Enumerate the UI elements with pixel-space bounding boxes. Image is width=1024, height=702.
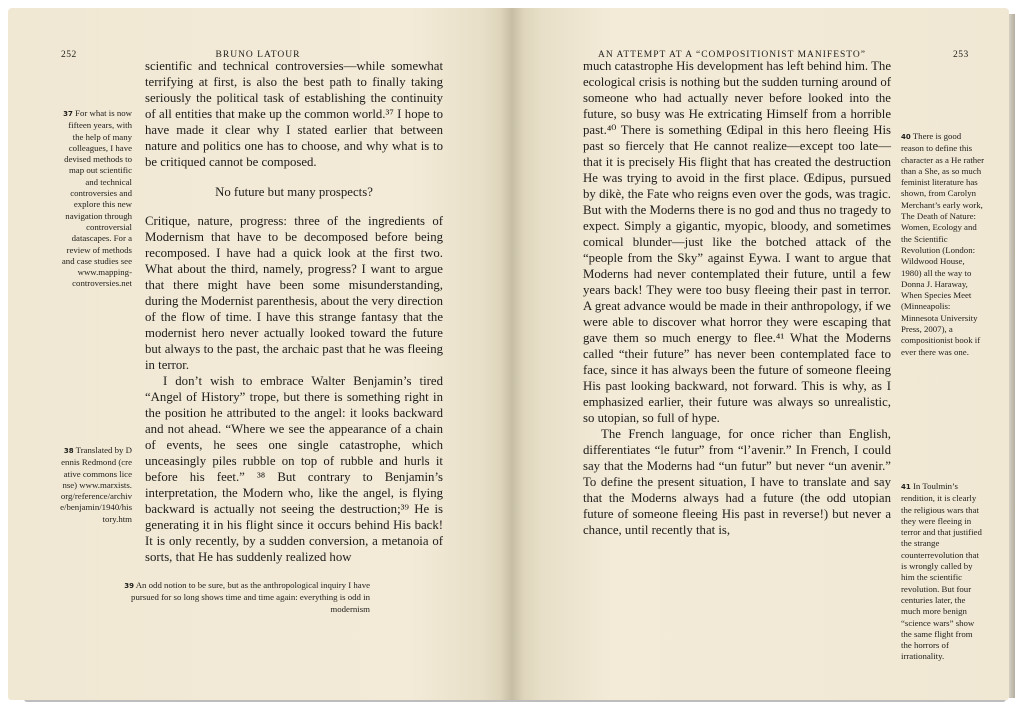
paragraph: Critique, nature, progress: three of the ingredients of Modernism that have to be decomposed before being recomposed. I have had a quick look at the first two. What about the third, namely, progress? I want to argue that there might have been some misunderstanding, during the Modernist parenthesis, about the very direction of the flow of time. I have this strange fantasy that the modernist hero never actually looked toward the future but always to the past, the archaic past that he was fleeing in terror. — [145, 214, 443, 372]
footnote-number: 38 — [63, 447, 74, 455]
paragraph: I don’t wish to embrace Walter Benjamin’s tired “Angel of History” trope, but there is something right in the position he attributed to the angel: it looks backward and not ahead. “Where we see the appearance of a chain of events, he sees one single catastrophe, which unceasingly piles rubble on top of rubble and hurls it before his feet.” ³⁸ But contrary to Benjamin’s interpretation, the Modern who, like the angel, is flying backward is actually not seeing the destruction;³⁹ He is generating it in his flight since it occurs behind His back! It is only recently, by a sudden conversion, a metanoia of sorts, that He has suddenly realized how — [145, 374, 443, 564]
paragraph: scientific and technical controversies—while somewhat terrifying at first, is also the best path to finally taking seriously the political task of establishing the continuity of all entities that make up the common world.³⁷ I hope to have made it clear why I stated earlier that between nature and politics one has to choose, and why what is to be critiqued cannot be composed. — [145, 59, 443, 169]
paragraph: The French language, for once richer than English, differentiates “le futur” from “l’avenir.” In French, I could say that the Moderns had “un futur” but never “un avenir.” To define the present situation, I have to translate and say that the Moderns always had a future (the odd utopian future of someone fleeing His past in reverse!) but never a chance, until recently that is, — [583, 427, 891, 537]
footnote-text: In Toulmin’s rendition, it is clearly the religious wars that they were fleeing in terror and that justified the strange counterrevolution that is wrongly called by him the scientific revolution. But four centuries later, the much more benign “science wars” show the same flight from the horrors of irrationality. — [901, 481, 982, 662]
footnote-number: 39 — [124, 582, 134, 590]
footnote-number: 40 — [901, 133, 911, 141]
footnote-text: There is good reason to define this character as a He rather than a She, as so much feminist literature has shown, from Carolyn Merchant’s early work, The Death of Nature: Women, Ecology and the Scientific Revolution (London: Wildwood House, 1980) all the way to Donna J. Haraway, When Species Meet (Minneapolis: Minnesota University Press, 2007), a compositionist book if ever there was one. — [901, 131, 985, 357]
footnote-number: 41 — [901, 483, 911, 491]
footnote-text: For what is now fifteen years, with the help of many colleagues, I have devised methods to map out scientific and technical controversies and explore this new navigation through controversial datascapes. For a review of methods and case studies see www.mapping-controversies.net — [61, 108, 132, 289]
left-running-head: BRUNO LATOUR — [215, 50, 301, 60]
footnote-38 — [60, 445, 132, 525]
left-body-text — [145, 58, 443, 565]
left-page-number: 252 — [61, 50, 77, 60]
right-page-number: 253 — [953, 50, 969, 60]
book-gutter — [500, 8, 524, 700]
left-page — [8, 8, 512, 700]
right-page — [512, 8, 1009, 700]
footnote-41 — [901, 481, 985, 663]
section-subheading: No future but many prospects? — [215, 185, 373, 199]
footnote-40 — [901, 131, 985, 358]
footnote-text: An odd notion to be sure, but as the anthropological inquiry I have pursued for so long shows time and time again: everything is odd in modernism — [131, 580, 370, 614]
footnote-text: Translated by Dennis Redmond (creative commons license) www.marxists.org/reference/archive/benjamin/1940/history.htm — [60, 445, 132, 524]
right-body-text — [583, 58, 891, 538]
page-edges — [1009, 14, 1015, 698]
footnote-39 — [120, 580, 370, 615]
footnote-37 — [60, 108, 132, 290]
right-running-head: AN ATTEMPT AT A “COMPOSITIONIST MANIFESTO” — [597, 50, 866, 60]
paragraph: much catastrophe His development has left behind him. The ecological crisis is nothing but the sudden turning around of someone who had actually never before looked into the future, so busy was He extricating Himself from a horrible past.⁴⁰ There is something Œdipal in this hero fleeing His past so fiercely that He cannot realize—except too late—that it is precisely His flight that has created the destruction He was trying to avoid in the first place. Œdipus, pursued by dikè, the Fate who reigns even over the gods, was tragic. But with the Moderns there is no god and thus no tragedy to expect. Simply a gigantic, myopic, bloody, and sometimes comical blunder—just like the botched attack of the “people from the Sky” against Eywa. I want to argue that Moderns had never contemplated their future, until a few years back! They were too busy fleeing their past in terror. A great advance would be made in their anthropology, if we were able to discover what horror they were escaping that gave them so much energy to flee.⁴¹ What the Moderns called “their future” has never been contemplated face to face, since it has always been the future of someone fleeing His past looking backward, not forward. This is why, as I emphasized earlier, their future was always so unrealistic, so utopian, so full of hype. — [583, 59, 891, 425]
footnote-number: 37 — [63, 110, 73, 118]
